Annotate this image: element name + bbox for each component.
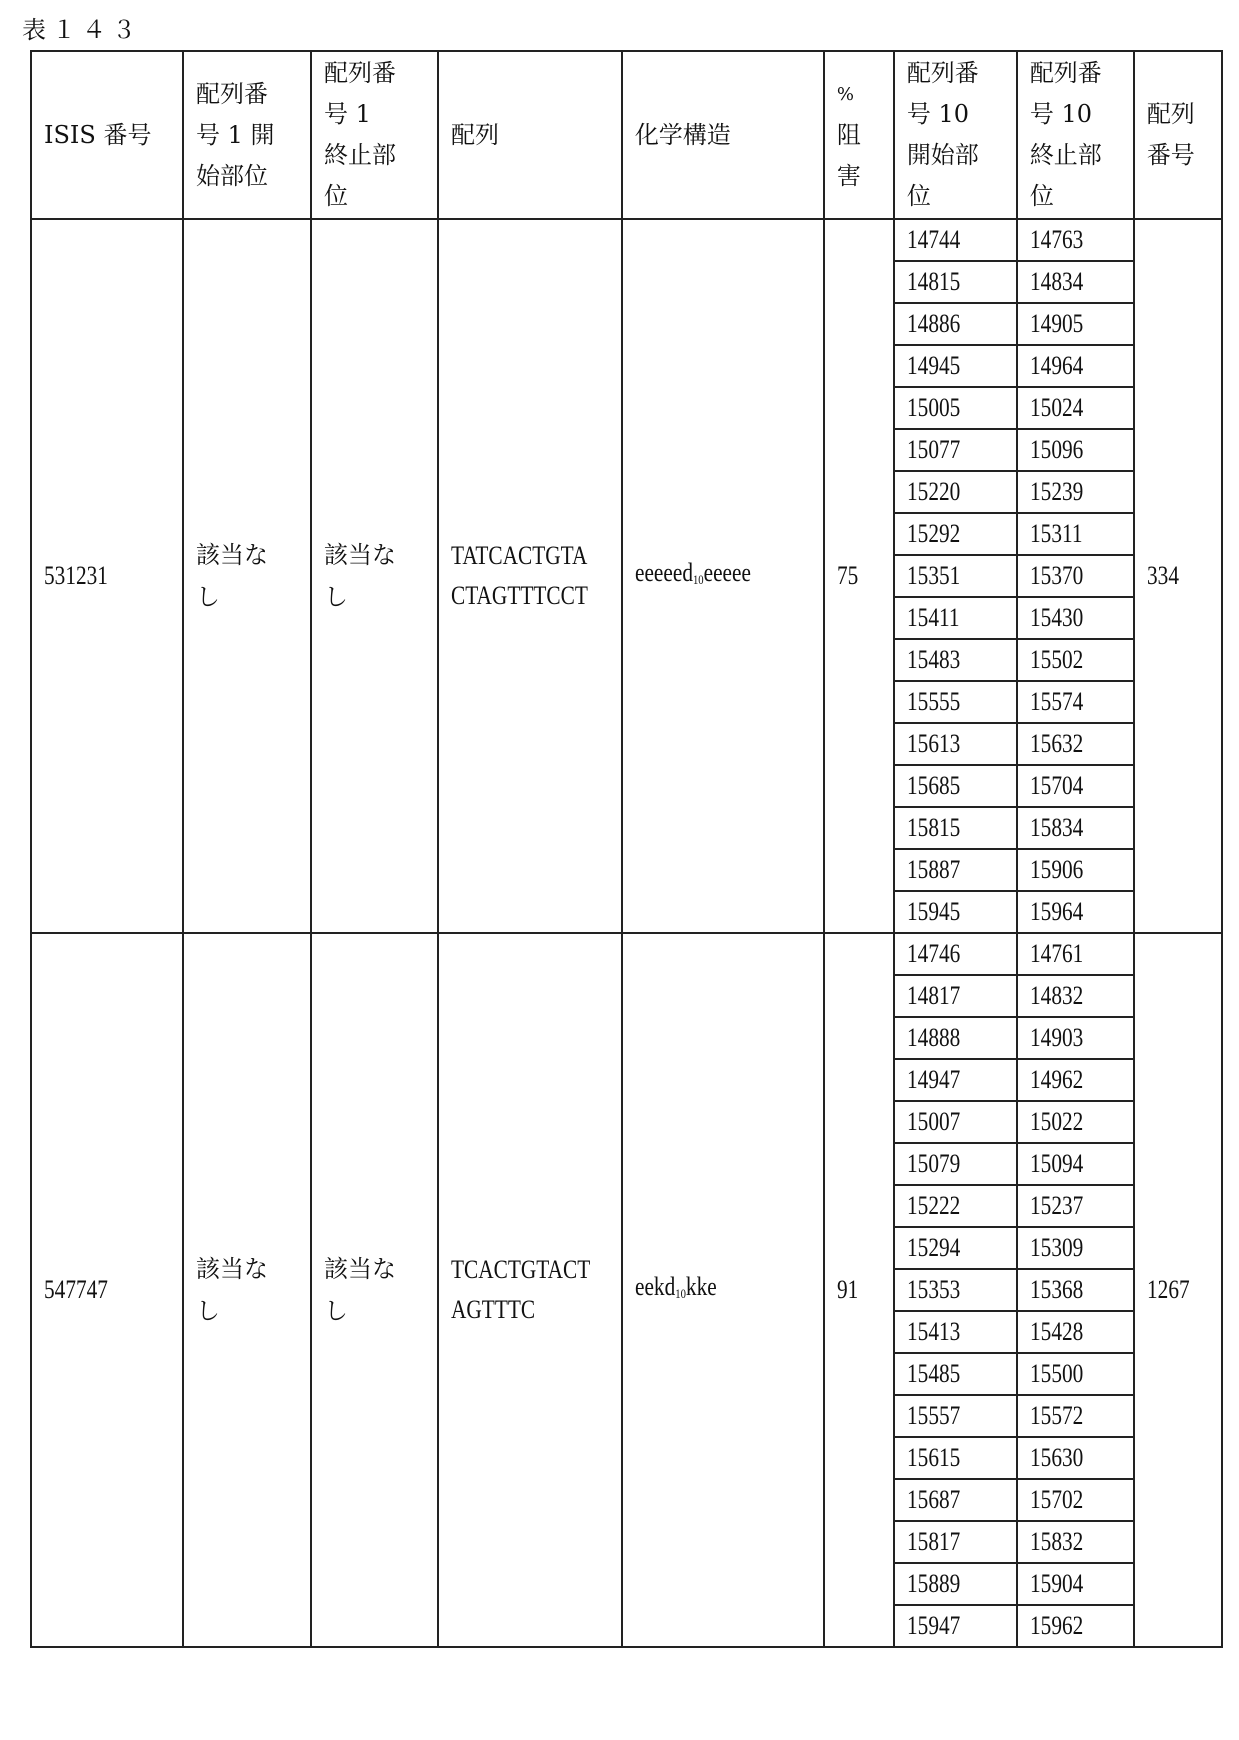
seq10-start-position: 15222 bbox=[894, 1185, 1017, 1227]
header-seq1-start: 配列番 号 1 開 始部位 bbox=[183, 51, 311, 219]
seq10-start-position: 14744 bbox=[894, 219, 1017, 261]
seq10-stop-position: 15834 bbox=[1017, 807, 1134, 849]
seq1-start-position: 該当な し bbox=[183, 219, 311, 933]
seq10-start-position: 14815 bbox=[894, 261, 1017, 303]
seq10-stop-position: 14832 bbox=[1017, 975, 1134, 1017]
header-sequence: 配列 bbox=[438, 51, 622, 219]
sequence: TCACTGTACT AGTTTC bbox=[438, 933, 622, 1647]
seq10-stop-position: 15702 bbox=[1017, 1479, 1134, 1521]
chemistry: eekd$_{10}$kke bbox=[622, 933, 824, 1647]
seq10-start-position: 15413 bbox=[894, 1311, 1017, 1353]
seq10-stop-position: 15832 bbox=[1017, 1521, 1134, 1563]
seq10-stop-position: 14964 bbox=[1017, 345, 1134, 387]
seq10-start-position: 15555 bbox=[894, 681, 1017, 723]
seq10-start-position: 15411 bbox=[894, 597, 1017, 639]
seq10-stop-position: 14761 bbox=[1017, 933, 1134, 975]
seq10-stop-position: 15239 bbox=[1017, 471, 1134, 513]
seq10-start-position: 15613 bbox=[894, 723, 1017, 765]
seq10-start-position: 15945 bbox=[894, 891, 1017, 933]
seq10-start-position: 15887 bbox=[894, 849, 1017, 891]
header-seq-id: 配列 番号 bbox=[1134, 51, 1222, 219]
seq10-stop-position: 15574 bbox=[1017, 681, 1134, 723]
seq10-stop-position: 15500 bbox=[1017, 1353, 1134, 1395]
seq10-start-position: 15687 bbox=[894, 1479, 1017, 1521]
table-caption: 表１４３ bbox=[22, 16, 142, 44]
seq10-stop-position: 14763 bbox=[1017, 219, 1134, 261]
seq10-stop-position: 15094 bbox=[1017, 1143, 1134, 1185]
percent-inhibition: 75 bbox=[824, 219, 894, 933]
sequence: TATCACTGTA CTAGTTTCCT bbox=[438, 219, 622, 933]
seq10-start-position: 15557 bbox=[894, 1395, 1017, 1437]
seq10-start-position: 15077 bbox=[894, 429, 1017, 471]
seq10-stop-position: 15630 bbox=[1017, 1437, 1134, 1479]
seq10-stop-position: 15022 bbox=[1017, 1101, 1134, 1143]
seq10-stop-position: 15904 bbox=[1017, 1563, 1134, 1605]
header-chemistry: 化学構造 bbox=[622, 51, 824, 219]
seq10-stop-position: 14903 bbox=[1017, 1017, 1134, 1059]
table-row bbox=[31, 219, 1222, 261]
seq10-start-position: 14886 bbox=[894, 303, 1017, 345]
seq10-start-position: 15007 bbox=[894, 1101, 1017, 1143]
seq1-start-position: 該当な し bbox=[183, 933, 311, 1647]
isis-number: 547747 bbox=[31, 933, 183, 1647]
data-table bbox=[30, 50, 1223, 1648]
seq10-start-position: 15685 bbox=[894, 765, 1017, 807]
seq10-stop-position: 15962 bbox=[1017, 1605, 1134, 1647]
seq10-stop-position: 14962 bbox=[1017, 1059, 1134, 1101]
seq10-stop-position: 15311 bbox=[1017, 513, 1134, 555]
seq10-stop-position: 15572 bbox=[1017, 1395, 1134, 1437]
seq10-stop-position: 15502 bbox=[1017, 639, 1134, 681]
seq10-stop-position: 15024 bbox=[1017, 387, 1134, 429]
seq10-start-position: 15483 bbox=[894, 639, 1017, 681]
seq10-start-position: 15351 bbox=[894, 555, 1017, 597]
seq10-start-position: 15294 bbox=[894, 1227, 1017, 1269]
seq10-stop-position: 14834 bbox=[1017, 261, 1134, 303]
seq10-start-position: 15292 bbox=[894, 513, 1017, 555]
seq10-stop-position: 15237 bbox=[1017, 1185, 1134, 1227]
header-isis-no: ISIS 番号 bbox=[31, 51, 183, 219]
seq10-start-position: 15485 bbox=[894, 1353, 1017, 1395]
chemistry: eeeeed$_{10}$eeeee bbox=[622, 219, 824, 933]
header-seq10-stop: 配列番 号 10 終止部 位 bbox=[1017, 51, 1134, 219]
seq10-start-position: 15815 bbox=[894, 807, 1017, 849]
seq10-stop-position: 15370 bbox=[1017, 555, 1134, 597]
seq10-start-position: 15220 bbox=[894, 471, 1017, 513]
seq10-start-position: 14947 bbox=[894, 1059, 1017, 1101]
seq10-start-position: 14817 bbox=[894, 975, 1017, 1017]
seq10-stop-position: 15096 bbox=[1017, 429, 1134, 471]
seq1-stop-position: 該当な し bbox=[311, 219, 438, 933]
seq10-start-position: 15817 bbox=[894, 1521, 1017, 1563]
seq10-start-position: 15615 bbox=[894, 1437, 1017, 1479]
seq10-stop-position: 15368 bbox=[1017, 1269, 1134, 1311]
seq10-stop-position: 14905 bbox=[1017, 303, 1134, 345]
seq10-start-position: 15889 bbox=[894, 1563, 1017, 1605]
seq1-stop-position: 該当な し bbox=[311, 933, 438, 1647]
seq10-stop-position: 15632 bbox=[1017, 723, 1134, 765]
seq10-stop-position: 15964 bbox=[1017, 891, 1134, 933]
isis-number: 531231 bbox=[31, 219, 183, 933]
table-row bbox=[31, 933, 1222, 975]
header-seq1-stop: 配列番 号 1 終止部 位 bbox=[311, 51, 438, 219]
seq-id-number: 334 bbox=[1134, 219, 1222, 933]
seq-id-number: 1267 bbox=[1134, 933, 1222, 1647]
seq10-stop-position: 15309 bbox=[1017, 1227, 1134, 1269]
seq10-stop-position: 15704 bbox=[1017, 765, 1134, 807]
seq10-start-position: 15353 bbox=[894, 1269, 1017, 1311]
header-row bbox=[31, 51, 1222, 219]
header-inhibition: % 阻 害 bbox=[824, 51, 894, 219]
header-seq10-start: 配列番 号 10 開始部 位 bbox=[894, 51, 1017, 219]
seq10-start-position: 14945 bbox=[894, 345, 1017, 387]
seq10-stop-position: 15906 bbox=[1017, 849, 1134, 891]
seq10-start-position: 14746 bbox=[894, 933, 1017, 975]
seq10-start-position: 15079 bbox=[894, 1143, 1017, 1185]
seq10-stop-position: 15428 bbox=[1017, 1311, 1134, 1353]
seq10-start-position: 14888 bbox=[894, 1017, 1017, 1059]
seq10-stop-position: 15430 bbox=[1017, 597, 1134, 639]
percent-inhibition: 91 bbox=[824, 933, 894, 1647]
seq10-start-position: 15947 bbox=[894, 1605, 1017, 1647]
seq10-start-position: 15005 bbox=[894, 387, 1017, 429]
